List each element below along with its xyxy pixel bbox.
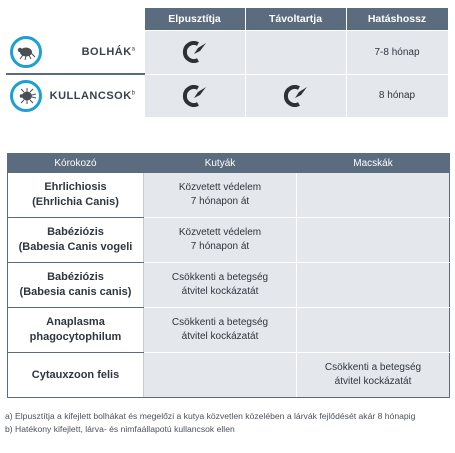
flea-icon [10, 36, 42, 68]
footnote-a: a) Elpusztítja a kifejlett bolhákat és megelőzi a kutya közvetlen közelében a lárvák fejlődését akár 8 hónapig [5, 411, 416, 421]
pest-cell-fleas [6, 31, 144, 75]
footnote-b: b) Hatékony kifejlett, lárva- és nimfaállapotú kullancsok ellen [5, 424, 235, 434]
table-row [8, 353, 450, 398]
table-row [6, 74, 448, 118]
cats-cell [297, 218, 450, 263]
efficacy-table [6, 7, 449, 118]
header-pathogen: Kórokozó [8, 154, 144, 173]
disease-name: Ehrlichiosis (Ehrlichia Canis) [8, 173, 144, 218]
disease-header-row [8, 154, 450, 173]
kills-ticks-cell [144, 74, 245, 118]
pest-name-ticks: KULLANCSOK$^b$ [49, 90, 136, 102]
dogs-cell: Közvetett védelem 7 hónapon át [144, 173, 297, 218]
disease-name: Babéziózis (Babesia Canis vogeli [8, 218, 144, 263]
cats-cell [297, 173, 450, 218]
header-repels: Távoltartja [245, 8, 346, 31]
efficacy-header-row [6, 8, 448, 31]
table-row [6, 31, 448, 75]
disease-name: Anaplasma phagocytophilum [8, 308, 144, 353]
tick-icon [10, 80, 42, 112]
table-row [8, 308, 450, 353]
pest-name-fleas: BOLHÁK$^a$ [81, 46, 136, 58]
disease-table [7, 153, 450, 398]
kills-fleas-cell [144, 31, 245, 75]
kills-ticks-check-icon [182, 85, 208, 107]
dogs-cell: Csökkenti a betegség átvitel kockázatát [144, 263, 297, 308]
disease-name: Babéziózis (Babesia canis canis) [8, 263, 144, 308]
table-row [8, 218, 450, 263]
header-cats: Macskák [297, 154, 450, 173]
pest-cell-ticks [6, 74, 144, 118]
repels-fleas-cell [245, 31, 346, 75]
dogs-cell: Közvetett védelem 7 hónapon át [144, 218, 297, 263]
duration-fleas-cell: 7-8 hónap [346, 31, 448, 75]
cats-cell: Csökkenti a betegség átvitel kockázatát [297, 353, 450, 398]
header-blank [6, 8, 144, 31]
repels-ticks-cell [245, 74, 346, 118]
header-dogs: Kutyák [144, 154, 297, 173]
table-row [8, 173, 450, 218]
disease-name: Cytauxzoon felis [8, 353, 144, 398]
header-duration: Hatáshossz [346, 8, 448, 31]
table-row [8, 263, 450, 308]
dogs-cell [144, 353, 297, 398]
dogs-cell: Csökkenti a betegség átvitel kockázatát [144, 308, 297, 353]
cats-cell [297, 263, 450, 308]
kills-fleas-check-icon [182, 41, 208, 63]
footnotes [5, 410, 445, 436]
cats-cell [297, 308, 450, 353]
header-kills: Elpusztítja [144, 8, 245, 31]
duration-ticks-cell: 8 hónap [346, 74, 448, 118]
repels-ticks-check-icon [283, 85, 309, 107]
